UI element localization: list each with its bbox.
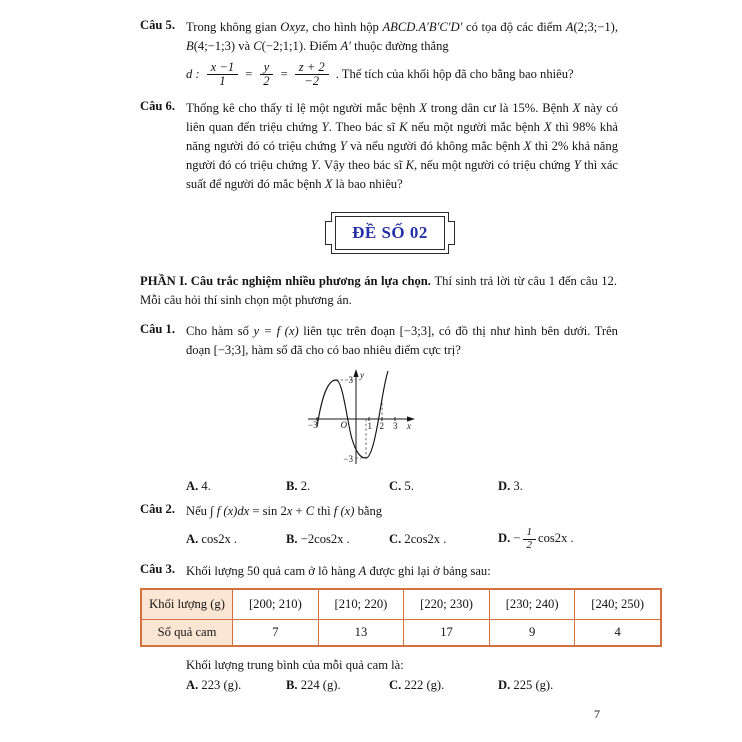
- text-run: B: [186, 39, 194, 53]
- banner-wrap: [140, 212, 640, 254]
- table-header-cell: Khối lượng (g): [141, 589, 233, 620]
- fraction-numerator: 1: [523, 527, 537, 540]
- answer-text: −2cos2x .: [300, 531, 350, 546]
- text-run: Y: [573, 158, 581, 172]
- table-cell: 13: [318, 620, 404, 647]
- fraction-numerator: x −1: [207, 61, 239, 75]
- answer-c: [389, 532, 498, 547]
- fraction-denominator: 1: [219, 74, 226, 88]
- text-run: C: [305, 504, 315, 518]
- text-run: thì: [314, 504, 334, 518]
- text-run: Cho hàm số: [186, 324, 254, 338]
- text-run: X: [419, 101, 427, 115]
- text-run: Nếu ∫: [186, 504, 217, 518]
- table-data-row: [141, 620, 661, 647]
- function-graph: [294, 367, 444, 470]
- text-run: (2;3;−1),: [573, 20, 618, 34]
- page-number: 7: [594, 707, 600, 721]
- table-cell: Số quả cam: [141, 620, 233, 647]
- text-run: , cho hình hộp: [305, 20, 383, 34]
- table-cell: 7: [233, 620, 319, 647]
- table-header-cell: [220; 230): [404, 589, 490, 620]
- question-6: [140, 99, 662, 194]
- question-2-body: [186, 502, 618, 554]
- answer-letter: A.: [186, 479, 199, 493]
- fraction: [207, 61, 239, 88]
- answer-a: [186, 678, 286, 693]
- text-run: Thống kê cho thấy tỉ lệ một người mắc bệnh: [186, 101, 420, 115]
- answer-sign: −: [513, 530, 521, 545]
- text-run: có tọa độ các điểm: [462, 20, 566, 34]
- text-run: là bao nhiêu?: [332, 177, 403, 191]
- text-run: Khối lượng 50 quả cam ở lô hàng: [186, 564, 359, 578]
- question-1: [140, 322, 662, 494]
- text-run: f (x)dx: [216, 504, 250, 518]
- text-run: trong dân cư là 15%. Bệnh: [426, 101, 573, 115]
- text-run: nếu một người mắc bệnh: [407, 120, 544, 134]
- answer-letter: C.: [389, 479, 402, 493]
- text-run: A′: [340, 39, 351, 53]
- question-3: [140, 562, 662, 581]
- table-header-row: [141, 589, 661, 620]
- text-run: thì xác suất để người đó mắc bệnh: [186, 158, 619, 191]
- answer-d: [498, 479, 618, 494]
- answer-text: 222 (g).: [404, 678, 445, 692]
- question-5-label: Câu 5.: [140, 18, 175, 32]
- answer-text: 4.: [201, 479, 211, 493]
- text-run: , nếu một người có triệu chứng: [414, 158, 574, 172]
- x-axis-label: x: [407, 421, 411, 431]
- text-run: bằng: [354, 504, 383, 518]
- answer-c: [389, 479, 498, 494]
- table-header-cell: [240; 250): [575, 589, 661, 620]
- answer-b: [286, 532, 389, 547]
- answer-b: [286, 678, 389, 693]
- question-2-answers: [186, 524, 618, 554]
- text-run: và nếu người đó không mắc bệnh: [346, 139, 524, 153]
- question-5-body: [186, 18, 618, 91]
- question-2: [140, 502, 662, 554]
- formula-suffix: . Thể tích của khối hộp đã cho bằng bao nhiêu?: [335, 67, 574, 81]
- text-run: PHẦN I. Câu trắc nghiệm nhiều phương án lựa chọn.: [140, 274, 435, 288]
- exam-title-banner: [331, 212, 449, 254]
- text-run: thì 98% khả năng người đó có triệu chứng: [186, 120, 618, 153]
- text-run: này có liên quan đến triệu chứng: [186, 101, 618, 134]
- text-run: (4;−1;3) và: [193, 39, 254, 53]
- answer-text: 225 (g).: [513, 678, 554, 692]
- question-1-text: [186, 322, 618, 360]
- equals-sign: =: [245, 67, 253, 81]
- answer-text: 2.: [300, 479, 311, 493]
- text-run: ABCD.A′B′C′D′: [382, 20, 463, 34]
- answer-d: [498, 527, 618, 551]
- text-run: C: [253, 39, 262, 53]
- exam-title: ĐỀ SỐ 02: [335, 216, 445, 250]
- question-1-answers: [186, 479, 618, 494]
- fraction-numerator: z + 2: [295, 61, 329, 75]
- fraction: [295, 61, 329, 88]
- answer-b: [286, 479, 389, 494]
- question-6-body: [186, 99, 618, 194]
- question-2-label: Câu 2.: [140, 502, 175, 516]
- answer-text: 223 (g).: [201, 678, 242, 692]
- text-run: Y: [321, 120, 329, 134]
- answer-letter: D.: [498, 678, 511, 692]
- text-run: A: [358, 564, 367, 578]
- text-run: x: [286, 504, 293, 518]
- answer-c: [389, 678, 498, 693]
- answer-a: [186, 479, 286, 494]
- answer-letter: C.: [389, 531, 402, 546]
- formula-prefix: d :: [186, 67, 200, 81]
- table-cell: 4: [575, 620, 661, 647]
- table-header-cell: [200; 210): [233, 589, 319, 620]
- fraction: [259, 61, 273, 88]
- table-header-cell: [230; 240): [489, 589, 575, 620]
- text-run: Thí sinh trả lời từ câu 1 đến câu 12. Mỗi câu hỏi thí sinh chọn một phương án.: [140, 274, 617, 307]
- text-run: = sin 2: [249, 504, 287, 518]
- text-run: (−2;1;1). Điểm: [261, 39, 341, 53]
- answer-text: 2cos2x .: [404, 531, 447, 546]
- text-run: X: [324, 177, 333, 191]
- question-5-formula: [186, 58, 618, 91]
- text-run: được ghi lại ở bảng sau:: [366, 564, 491, 578]
- text-run: X: [543, 120, 552, 134]
- equals-sign: =: [280, 67, 288, 81]
- table-cell: 17: [404, 620, 490, 647]
- answer-letter: D.: [498, 479, 511, 493]
- question-5-text: [186, 18, 618, 56]
- text-run: Y: [310, 158, 318, 172]
- question-2-text: [186, 502, 618, 521]
- text-run: Trong không gian: [186, 20, 281, 34]
- question-3-label: Câu 3.: [140, 562, 175, 576]
- mass-frequency-table: [140, 588, 662, 647]
- text-run: +: [292, 504, 306, 518]
- question-3-text: [186, 562, 618, 581]
- table-header-cell: [210; 220): [318, 589, 404, 620]
- answer-letter: B.: [286, 678, 298, 692]
- text-run: K: [405, 158, 415, 172]
- answer-letter: C.: [389, 678, 402, 692]
- text-run: y = f (x): [253, 324, 299, 338]
- answer-text: 224 (g).: [300, 678, 341, 692]
- fraction-denominator: −2: [304, 74, 320, 88]
- text-run: thuộc đường thẳng: [350, 39, 449, 53]
- answer-text: cos2x .: [538, 530, 574, 545]
- answer-text: cos2x .: [201, 531, 238, 546]
- y-max-label: 3: [348, 375, 353, 385]
- answer-text: 3.: [513, 479, 523, 493]
- text-run: . Vậy theo bác sĩ: [317, 158, 406, 172]
- text-run: A: [565, 20, 574, 34]
- y-min-label: −3: [343, 454, 353, 464]
- graph-box: [294, 367, 618, 474]
- answer-letter: B.: [286, 479, 298, 493]
- text-run: X: [572, 101, 581, 115]
- fraction-numerator: y: [260, 61, 274, 75]
- answer-letter: D.: [498, 530, 511, 545]
- part-1-heading: [140, 272, 617, 310]
- text-run: . Theo bác sĩ: [328, 120, 400, 134]
- text-run: f (x): [333, 504, 355, 518]
- text-run: Y: [339, 139, 347, 153]
- answer-d: [498, 678, 662, 693]
- answer-a: [186, 532, 286, 547]
- text-run: liên tục trên đoạn [−3;3], có đồ thị như hình bên dưới. Trên đoạn [−3;3], hàm số đã cho có bao nhiêu điểm cực trị?: [186, 324, 618, 357]
- answer-text: 5.: [404, 479, 414, 493]
- answer-letter: B.: [286, 531, 298, 546]
- question-1-body: [186, 322, 618, 494]
- y-axis-arrow: [353, 369, 358, 377]
- y-axis-label: y: [360, 370, 364, 380]
- tick-label-2: 2: [379, 421, 384, 431]
- tick-label-3: 3: [393, 421, 398, 431]
- text-run: thì 2% khả năng người đó có triệu chứng: [186, 139, 618, 172]
- question-6-text: [186, 99, 618, 194]
- text-run: Oxyz: [280, 20, 306, 34]
- origin-label: O: [340, 420, 347, 430]
- question-5: [140, 18, 662, 91]
- question-3-note: Khối lượng trung bình của mỗi quả cam là:: [186, 658, 404, 672]
- x-min-label: −3: [308, 420, 318, 430]
- answer-letter: A.: [186, 678, 199, 692]
- question-3-answers: [186, 678, 662, 693]
- table-cell: 9: [489, 620, 575, 647]
- fraction-denominator: 2: [526, 538, 533, 551]
- question-3-body: [186, 562, 618, 581]
- fraction-denominator: 2: [263, 74, 270, 88]
- fraction: [523, 527, 537, 551]
- question-6-label: Câu 6.: [140, 99, 175, 113]
- question-1-label: Câu 1.: [140, 322, 175, 336]
- text-run: X: [523, 139, 532, 153]
- answer-letter: A.: [186, 531, 199, 546]
- tick-label-1: 1: [367, 421, 372, 431]
- text-run: K: [399, 120, 408, 134]
